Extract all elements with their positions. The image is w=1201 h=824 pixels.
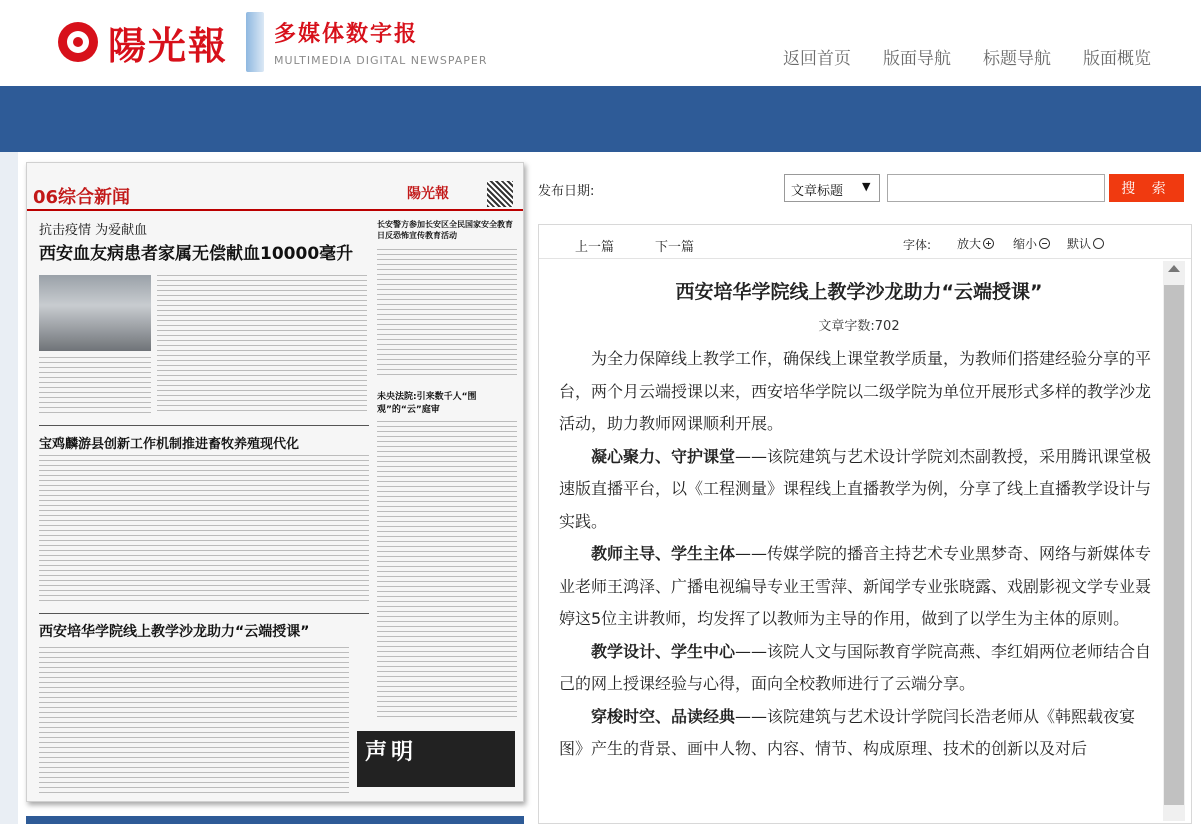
paper-side-headline-weiyang[interactable]: 未央法院:引来数千人“围观”的“云”庭审	[377, 392, 477, 415]
article-toolbar	[539, 225, 1192, 259]
paper-headline-baoji[interactable]: 宝鸡麟游县创新工作机制推进畜牧养殖现代化	[39, 437, 300, 452]
search-input[interactable]	[887, 174, 1105, 202]
article-word-count: 文章字数:702	[818, 319, 900, 334]
news-photo	[39, 275, 151, 351]
paragraph-lead: 凝心聚力、守护课堂	[591, 446, 736, 466]
paragraph-text: 为全力保障线上教学工作，确保线上课堂教学质量，为教师们搭建经验分享的平台，两个月云端授课以来，西安培华学院以二级学院为单位开展形式多样的教学沙龙活动，助力教师网课顺利开展。	[559, 349, 1152, 433]
site-logo[interactable]	[58, 12, 488, 72]
paragraph-text: ——该院建筑与艺术设计学院闫长浩老师从《韩熙载夜宴图》产生的背景、画中人物、内容、情节、构成原理、技术的创新以及对后	[559, 706, 1136, 758]
page-label: 06综合新闻	[33, 187, 131, 208]
font-enlarge-option[interactable]	[957, 235, 994, 252]
font-enlarge-label: 放大	[957, 237, 982, 251]
article-text-block	[377, 421, 517, 721]
paragraph-text: ——该院人文与国际教育学院高燕、李红娟两位老师结合自己的网上授课经验与心得，面向全校教师进行了云端分享。	[559, 641, 1152, 693]
font-size-label: 字体:	[903, 238, 932, 252]
top-nav	[783, 44, 1151, 69]
dropdown-arrow-icon[interactable]: ▼	[862, 180, 871, 193]
logo-name: 陽光報	[108, 22, 229, 68]
paragraph-text: ——传媒学院的播音主持艺术专业黑梦奇、网络与新媒体专业老师王鸿泽、广播电视编导专业王雪萍、新闻学专业张晓露、戏剧影视文学专业聂婷这5位主讲教师，均发挥了以教师为主导的作用，做到了以学生为主体的原则。	[559, 544, 1152, 628]
paragraph-text: ——该院建筑与艺术设计学院刘杰副教授，采用腾讯课堂极速版直播平台，以《工程测量》课程线上直播教学为例，分享了线上直播教学设计与实践。	[559, 446, 1152, 531]
paper-mini-logo: 陽光報	[407, 186, 449, 202]
search-type-select[interactable]: 文章标题	[784, 174, 880, 202]
article-paragraph	[559, 441, 1157, 539]
article-text-block	[39, 455, 369, 605]
zoom-in-icon[interactable]	[983, 238, 994, 249]
section-rule	[39, 425, 369, 426]
qr-code-icon	[487, 181, 513, 207]
logo-subtitle	[274, 17, 488, 67]
logo-divider	[246, 12, 264, 72]
article-text-block	[39, 647, 349, 797]
nav-page-overview[interactable]: 版面概览	[1083, 49, 1151, 69]
article-paragraph	[559, 538, 1157, 636]
paragraph-lead: 教师主导、学生主体	[591, 544, 736, 563]
section-rule	[39, 613, 369, 614]
newspaper-page-image[interactable]	[26, 162, 524, 802]
font-default-option[interactable]	[1067, 235, 1104, 252]
radio-icon[interactable]	[1093, 238, 1104, 249]
paper-masthead	[27, 175, 523, 215]
sun-logo-icon	[58, 22, 98, 62]
paper-headline-blood-donation[interactable]: 西安血友病患者家属无偿献血10000毫升	[39, 244, 354, 264]
zoom-out-icon[interactable]	[1039, 238, 1050, 249]
masthead-rule	[27, 209, 523, 211]
nav-home[interactable]: 返回首页	[783, 49, 851, 69]
logo-subtitle-en: MULTIMEDIA DIGITAL NEWSPAPER	[274, 54, 488, 67]
paper-bottom-strip	[26, 816, 524, 824]
article-panel	[532, 152, 1201, 824]
nav-page-navigation[interactable]: 版面导航	[883, 49, 951, 69]
scroll-up-arrow-icon[interactable]	[1168, 265, 1180, 272]
article-text-block	[39, 357, 151, 415]
font-shrink-option[interactable]	[1013, 235, 1050, 252]
paragraph-lead: 穿梭时空、品读经典	[591, 706, 736, 726]
font-shrink-label: 缩小	[1013, 237, 1038, 251]
article-text-block	[157, 275, 367, 415]
article-content-box	[538, 224, 1192, 824]
publish-date-label: 发布日期:	[538, 184, 595, 199]
article-text-block	[377, 249, 517, 379]
site-header	[0, 0, 1201, 86]
statement-title: 声明	[365, 740, 418, 765]
article-paragraph	[559, 701, 1157, 766]
paper-side-headline-changan[interactable]: 长安警方参加长安区全民国家安全教育日反恐怖宣传教育活动	[377, 220, 513, 240]
paper-kicker[interactable]: 抗击疫情 为爱献血	[39, 223, 148, 238]
next-article-link[interactable]: 下一篇	[655, 240, 695, 255]
nav-title-navigation[interactable]: 标题导航	[983, 49, 1051, 69]
article-title: 西安培华学院线上教学沙龙助力“云端授课”	[675, 281, 1043, 303]
search-button[interactable]: 搜 索	[1109, 174, 1184, 202]
article-paragraph	[559, 636, 1157, 701]
logo-subtitle-cn: 多媒体数字报	[274, 22, 419, 47]
article-body	[559, 343, 1157, 766]
paper-headline-peihua[interactable]: 西安培华学院线上教学沙龙助力“云端授课”	[39, 624, 310, 640]
paragraph-lead: 教学设计、学生中心	[591, 641, 736, 661]
header-band	[0, 86, 1201, 152]
prev-article-link[interactable]: 上一篇	[575, 240, 615, 255]
newspaper-page-panel	[18, 152, 532, 824]
font-default-label: 默认	[1067, 237, 1092, 251]
scrollbar-thumb[interactable]	[1164, 285, 1184, 805]
search-bar	[532, 170, 1201, 206]
article-paragraph	[559, 343, 1157, 441]
